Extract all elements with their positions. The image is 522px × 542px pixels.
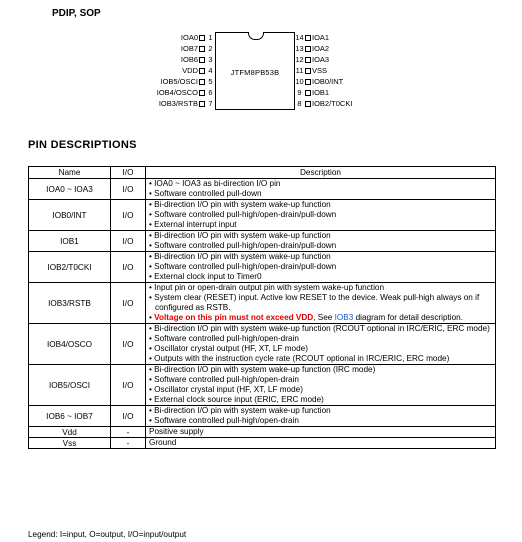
left-pin-2: IOB7 2 xyxy=(180,44,213,53)
desc-line: • Bi-direction I/O pin with system wake-up function xyxy=(149,200,492,210)
header-description: Description xyxy=(146,167,496,179)
pin-io: I/O xyxy=(111,231,146,252)
table-row xyxy=(29,406,496,427)
chip-notch xyxy=(248,32,264,40)
desc-line: • External interrupt input xyxy=(149,220,492,230)
desc-line: • Oscillator crystal output (HF, XT, LF mode) xyxy=(149,344,492,354)
desc-line: • Software controlled pull-high/open-drain xyxy=(149,334,492,344)
pin-name: Vdd xyxy=(29,427,111,438)
desc-line: • IOA0 ~ IOA3 as bi-direction I/O pin xyxy=(149,179,492,189)
table-header-row xyxy=(29,167,496,179)
warning-tail: , See xyxy=(313,313,335,322)
pin-description xyxy=(146,427,496,438)
pin-io: I/O xyxy=(111,406,146,427)
desc-line: • System clear (RESET) input. Active low RESET to the device. Weak pull-high always on if configured as RSTB. xyxy=(149,293,492,313)
right-pin-13: 13 IOA2 xyxy=(295,44,330,53)
pin-io: I/O xyxy=(111,365,146,406)
header-io: I/O xyxy=(111,167,146,179)
pin-io: - xyxy=(111,427,146,438)
desc-line: • Software controlled pull-high/open-drain/pull-down xyxy=(149,210,492,220)
pin-io: I/O xyxy=(111,252,146,283)
right-pin-14: 14 IOA1 xyxy=(295,33,330,42)
desc-line: • Software controlled pull-high/open-drain/pull-down xyxy=(149,241,492,251)
desc-line: • External clock input to Timer0 xyxy=(149,272,492,282)
package-title: PDIP, SOP xyxy=(52,8,101,19)
pin-name: IOB4/OSCO xyxy=(29,324,111,365)
pin-description xyxy=(146,200,496,231)
right-pin-8: 8 IOB2/T0CKI xyxy=(297,99,353,108)
table-row xyxy=(29,438,496,449)
legend: Legend: I=input, O=output, I/O=input/output xyxy=(28,530,187,539)
table-row xyxy=(29,324,496,365)
table-row xyxy=(29,200,496,231)
table-row xyxy=(29,231,496,252)
pin-description xyxy=(146,283,496,324)
right-pin-12: 12 IOA3 xyxy=(295,55,330,64)
pin-description xyxy=(146,406,496,427)
right-pin-11: 11 VSS xyxy=(295,66,328,75)
pin-description xyxy=(146,324,496,365)
desc-line: • Bi-direction I/O pin with system wake-up function xyxy=(149,252,492,262)
desc-line: • Bi-direction I/O pin with system wake-up function (IRC mode) xyxy=(149,365,492,375)
pin-io: I/O xyxy=(111,283,146,324)
desc-line: • Bi-direction I/O pin with system wake-up function xyxy=(149,406,492,416)
pin-name: IOB0/INT xyxy=(29,200,111,231)
desc-warning-line xyxy=(149,313,492,323)
pin-name: Vss xyxy=(29,438,111,449)
pin-name: IOB2/T0CKI xyxy=(29,252,111,283)
left-pin-6: IOB4/OSCO 6 xyxy=(156,88,213,97)
pin-name: IOB3/RSTB xyxy=(29,283,111,324)
desc-line: Positive supply xyxy=(149,427,204,436)
desc-line: • Bi-direction I/O pin with system wake-up function xyxy=(149,231,492,241)
table-row xyxy=(29,365,496,406)
desc-line: • Software controlled pull-high/open-drain xyxy=(149,416,492,426)
pin-description-table xyxy=(28,166,496,449)
voltage-warning: Voltage on this pin must not exceed VDD xyxy=(154,313,314,322)
desc-line: • Software controlled pull-high/open-drain/pull-down xyxy=(149,262,492,272)
left-pin-1: IOA0 1 xyxy=(180,33,213,42)
pin-description xyxy=(146,179,496,200)
left-pin-7: IOB3/RSTB 7 xyxy=(158,99,213,108)
right-pin-10: 10 IOB0/INT xyxy=(295,77,344,86)
desc-line: • Software controlled pull-down xyxy=(149,189,492,199)
table-row xyxy=(29,252,496,283)
desc-line: • Bi-direction I/O pin with system wake-up function (RCOUT optional in IRC/ERIC, ERC mode) xyxy=(149,324,492,334)
desc-line: • Input pin or open-drain output pin with system wake-up function xyxy=(149,283,492,293)
desc-line: • Outputs with the instruction cycle rate (RCOUT optional in IRC/ERIC, ERC mode) xyxy=(149,354,492,364)
section-title: PIN DESCRIPTIONS xyxy=(28,139,137,151)
pin-description xyxy=(146,231,496,252)
pin-io: I/O xyxy=(111,200,146,231)
pin-io: I/O xyxy=(111,324,146,365)
pin-name: IOB5/OSCI xyxy=(29,365,111,406)
pin-name: IOB1 xyxy=(29,231,111,252)
pin-io: - xyxy=(111,438,146,449)
chip-body xyxy=(215,32,295,110)
desc-line: Ground xyxy=(149,438,177,447)
chip-label: JTFM8PB53B xyxy=(230,68,280,77)
table-row xyxy=(29,283,496,324)
pin-name: IOA0 ~ IOA3 xyxy=(29,179,111,200)
pin-description xyxy=(146,365,496,406)
left-pin-4: VDD 4 xyxy=(182,66,213,75)
desc-line: • External clock source input (ERIC, ERC mode) xyxy=(149,395,492,405)
iob3-diagram-link[interactable]: IOB3 xyxy=(334,313,354,322)
pin-description xyxy=(146,438,496,449)
header-name: Name xyxy=(29,167,111,179)
warning-tail: diagram for detail description. xyxy=(353,313,463,322)
table-row xyxy=(29,179,496,200)
left-pin-5: IOB5/OSCI 5 xyxy=(160,77,213,86)
right-pin-9: 9 IOB1 xyxy=(297,88,330,97)
desc-line: • Oscillator crystal input (HF, XT, LF mode) xyxy=(149,385,492,395)
left-pin-3: IOB6 3 xyxy=(180,55,213,64)
desc-line: • Software controlled pull-high/open-drain xyxy=(149,375,492,385)
pin-io: I/O xyxy=(111,179,146,200)
table-row xyxy=(29,427,496,438)
chip-pinout-diagram xyxy=(156,32,366,112)
pin-description xyxy=(146,252,496,283)
pin-name: IOB6 ~ IOB7 xyxy=(29,406,111,427)
